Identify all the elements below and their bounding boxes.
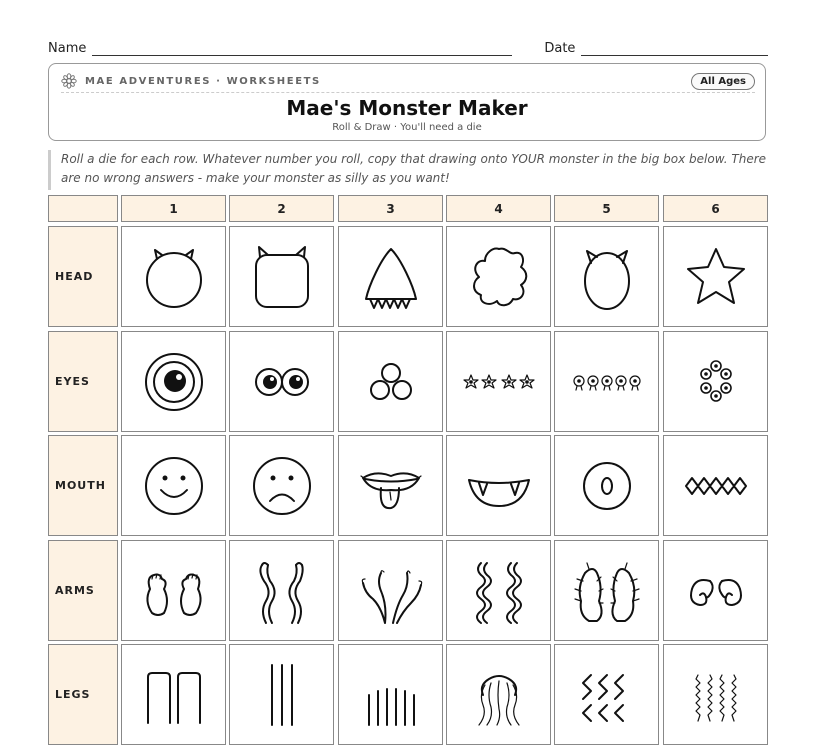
four-star-eyes-icon (459, 342, 539, 422)
grid-cell (446, 540, 551, 641)
row-label-head (48, 226, 118, 327)
grid-cell (229, 540, 334, 641)
column-number: 6 (711, 201, 720, 216)
date-field[interactable] (581, 41, 768, 56)
row-label-legs (48, 644, 118, 745)
fist-arms-icon (134, 551, 214, 631)
grid-cell (229, 435, 334, 536)
squiggle-arms-icon (459, 551, 539, 631)
grid-cell (338, 435, 443, 536)
row-label-text: EYES (55, 375, 90, 388)
grid-cell (446, 226, 551, 327)
flower-logo-icon (61, 73, 77, 89)
smile-mouth-icon (134, 446, 214, 526)
grid-cell (338, 540, 443, 641)
column-header-4 (446, 195, 551, 222)
column-header-3 (338, 195, 443, 222)
grid-cell (229, 644, 334, 745)
three-circle-eyes-icon (351, 342, 431, 422)
grid-cell (663, 331, 768, 432)
grid-cell (663, 644, 768, 745)
grid-cell (554, 435, 659, 536)
grid-cell (663, 435, 768, 536)
six-dot-eyes-icon (676, 342, 756, 422)
column-number: 3 (386, 201, 395, 216)
row-label-text: LEGS (55, 688, 91, 701)
spiky-arms-icon (567, 551, 647, 631)
worksheet-header (48, 63, 766, 141)
square-head-with-horns-icon (242, 237, 322, 317)
column-number: 1 (169, 201, 178, 216)
column-header-5 (554, 195, 659, 222)
block-legs-icon (134, 655, 214, 735)
grid-cell (554, 540, 659, 641)
grid-cell (663, 226, 768, 327)
star-head-icon (676, 237, 756, 317)
column-header-6 (663, 195, 768, 222)
fang-mouth-icon (459, 446, 539, 526)
zigzag-legs-icon (567, 655, 647, 735)
column-number: 4 (494, 201, 503, 216)
row-label-arms (48, 540, 118, 641)
row-label-mouth (48, 435, 118, 536)
grid-cell (121, 644, 226, 745)
grid-cell (554, 644, 659, 745)
zigzag-teeth-mouth-icon (676, 446, 756, 526)
name-field[interactable] (92, 41, 512, 56)
grid-corner-cell (48, 195, 118, 222)
triangle-head-with-teeth-icon (351, 237, 431, 317)
grid-cell (446, 331, 551, 432)
column-number: 2 (277, 201, 286, 216)
grid-cell (446, 644, 551, 745)
brand-row (61, 70, 755, 93)
stick-legs-icon (242, 655, 322, 735)
blob-head-icon (459, 237, 539, 317)
furry-legs-icon (676, 655, 756, 735)
column-header-2 (229, 195, 334, 222)
grid-cell (121, 331, 226, 432)
tongue-out-mouth-icon (351, 446, 431, 526)
row-label-text: ARMS (55, 584, 95, 597)
grid-cell (338, 644, 443, 745)
five-small-eyes-icon (567, 342, 647, 422)
row-label-eyes (48, 331, 118, 432)
grid-cell (554, 331, 659, 432)
grid-cell (121, 226, 226, 327)
row-label-text: HEAD (55, 270, 94, 283)
grid-cell (121, 435, 226, 536)
o-mouth-icon (567, 446, 647, 526)
name-date-row (48, 36, 768, 56)
date-label: Date (544, 41, 576, 56)
column-number: 5 (602, 201, 611, 216)
name-label: Name (48, 41, 87, 56)
age-badge: All Ages (691, 73, 755, 90)
grid-cell (121, 540, 226, 641)
two-eyes-icon (242, 342, 322, 422)
grid-cell (338, 331, 443, 432)
page-subtitle: Roll & Draw · You'll need a die (332, 122, 482, 133)
grid-cell (446, 435, 551, 536)
page-title: Mae's Monster Maker (286, 96, 528, 120)
single-big-eye-icon (134, 342, 214, 422)
grid-cell (663, 540, 768, 641)
grid-cell (338, 226, 443, 327)
frown-mouth-icon (242, 446, 322, 526)
oval-head-with-horns-icon (567, 237, 647, 317)
round-head-with-horns-icon (134, 237, 214, 317)
grid-cell (229, 331, 334, 432)
grid-cell (554, 226, 659, 327)
tentacle-branch-arms-icon (351, 551, 431, 631)
instructions: Roll a die for each row. Whatever number you roll, copy that drawing onto YOUR monster in the big box below. There are no wrong answers - make your monster as silly as you want! (48, 150, 766, 190)
wiggly-arms-icon (242, 551, 322, 631)
row-label-text: MOUTH (55, 479, 106, 492)
tentacle-legs-icon (459, 655, 539, 735)
column-header-1 (121, 195, 226, 222)
curled-arms-icon (676, 551, 756, 631)
many-stick-legs-icon (351, 655, 431, 735)
grid-cell (229, 226, 334, 327)
brand-name: MAE ADVENTURES · WORKSHEETS (85, 75, 321, 87)
